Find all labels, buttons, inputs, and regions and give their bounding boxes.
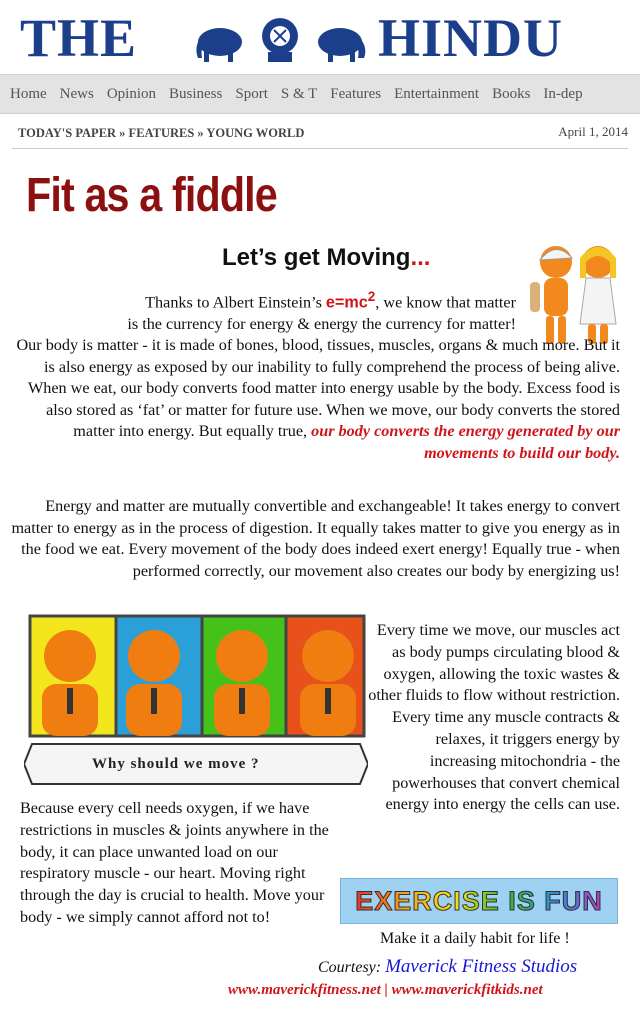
nav-business[interactable]: Business: [169, 86, 223, 102]
masthead[interactable]: [0, 0, 640, 72]
nav-news[interactable]: News: [59, 86, 94, 102]
nav-home[interactable]: Home: [10, 86, 47, 102]
oxygen-paragraph: Because every cell needs oxygen, if we have restrictions in muscles & joints anywhere in the body, it can place unwanted load on our respiratory muscle - our heart. Moving right through the day is crucial to health. Move your body - we simply cannot afford not to!: [20, 799, 329, 926]
intro-text-a: Thanks to Albert Einstein’s: [145, 293, 326, 312]
courtesy-label: Courtesy:: [318, 959, 382, 976]
emc-formula: e=mc: [325, 293, 368, 312]
article-title: Fit as a fiddle: [26, 169, 277, 222]
crest-icon: [190, 8, 370, 64]
exercise-is-fun-badge: [340, 878, 618, 924]
nav-st[interactable]: S & T: [280, 86, 318, 102]
intro-text-d: Our body is matter - it is made of bones, blood, tissues, muscles, organs & much more. But it is also energy as exposed by our inability to fully comprehend the process of being alive. When we eat, our body converts food matter into energy usable by the body. Excess food is also stored as ‘fat’ or matter for future use. When we move, our body converts the stored matter into energy. But equally true,: [16, 336, 620, 441]
nav-features[interactable]: Features: [330, 86, 382, 102]
subtitle-dots: ...: [410, 244, 431, 271]
nav-sport[interactable]: Sport: [235, 86, 268, 102]
intro-text-b: , we know that matter: [375, 293, 516, 312]
breadcrumb[interactable]: TODAY'S PAPER » FEATURES » YOUNG WORLD: [18, 126, 305, 140]
why-move-banner: Why should we move ?: [92, 756, 260, 772]
daily-habit-text: Make it a daily habit for life !: [380, 930, 570, 947]
intro-paragraph: [10, 286, 620, 464]
exercise-badge-text: EXERCISE IS FUN: [355, 885, 603, 916]
intro-text-c: is the currency for energy & energy the currency for matter!: [127, 314, 516, 333]
website-links[interactable]: www.maverickfitness.net | www.maverickfitkids.net: [228, 982, 543, 998]
courtesy-studio: Maverick Fitness Studios: [385, 956, 578, 977]
masthead-the: THE: [20, 8, 138, 68]
divider: [12, 148, 628, 149]
article-subtitle: [222, 244, 430, 272]
nav-in-depth[interactable]: In-dep: [543, 86, 583, 102]
nav-opinion[interactable]: Opinion: [106, 86, 157, 102]
subtitle-text: Let’s get Moving: [222, 244, 411, 271]
nav-books[interactable]: Books: [492, 86, 531, 102]
muscles-paragraph: Every time we move, our muscles act as body pumps circulating blood & oxygen, allowing the toxic wastes & other fluids to flow without restriction. Every time any muscle contracts & relaxes, it triggers energy by increasing mitochondria - the powerhouses that convert chemical energy into energy the cells can use.: [368, 621, 620, 814]
energy-paragraph: Energy and matter are mutually convertible and exchangeable! It takes energy to convert matter to energy as in the process of digestion. It equally takes matter to give you energy as in the food we eat. Every movement of the body does indeed exert energy! Equally true - when performed correctly, our movement also creates our body by energizing us!: [11, 497, 620, 580]
emc-exponent: 2: [367, 289, 376, 304]
masthead-hindu: HINDU: [378, 8, 564, 68]
intro-highlight: our body converts the energy generated by our movements to build our body.: [311, 422, 620, 462]
nav-entertainment[interactable]: Entertainment: [394, 86, 480, 102]
publish-date: April 1, 2014: [558, 124, 628, 139]
main-nav: [0, 74, 640, 114]
courtesy-line: [318, 956, 577, 978]
